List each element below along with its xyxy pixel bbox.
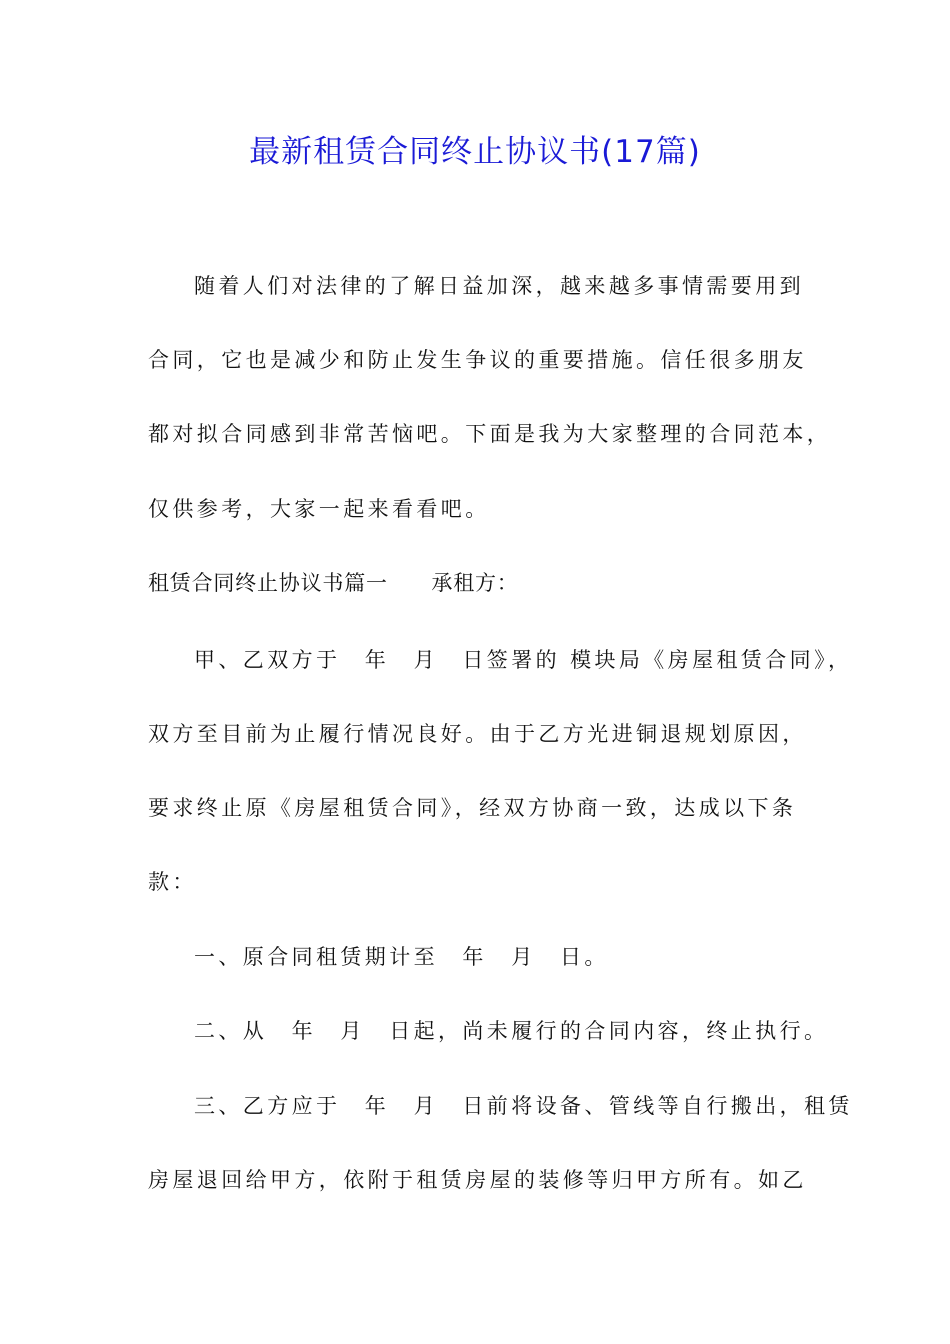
clause-line: 一、原合同租赁期计至 年 月 日。 <box>194 945 609 969</box>
paragraph-line: 款： <box>148 870 197 894</box>
paragraph-line: 仅供参考，大家一起来看看吧。 <box>148 497 490 521</box>
paragraph-line: 要求终止原《房屋租赁合同》，经双方协商一致，达成以下条 <box>148 796 797 820</box>
clause-line: 三、乙方应于 年 月 日前将设备、管线等自行搬出，租赁 <box>194 1094 853 1118</box>
section-heading: 租赁合同终止协议书篇一 承租方： <box>148 571 519 595</box>
paragraph-line: 房屋退回给甲方，依附于租赁房屋的装修等归甲方所有。如乙 <box>148 1168 807 1192</box>
paragraph-line: 甲、乙双方于 年 月 日签署的 模块局《房屋租赁合同》， <box>194 648 853 672</box>
document-title: 最新租赁合同终止协议书(17篇) <box>249 134 701 170</box>
paragraph-line: 合同，它也是减少和防止发生争议的重要措施。信任很多朋友 <box>148 348 807 372</box>
paragraph-line: 随着人们对法律的了解日益加深，越来越多事情需要用到 <box>194 274 804 298</box>
paragraph-line: 都对拟合同感到非常苦恼吧。下面是我为大家整理的合同范本， <box>148 422 832 446</box>
clause-line: 二、从 年 月 日起，尚未履行的合同内容，终止执行。 <box>194 1019 829 1043</box>
paragraph-line: 双方至目前为止履行情况良好。由于乙方光进铜退规划原因， <box>148 722 807 746</box>
